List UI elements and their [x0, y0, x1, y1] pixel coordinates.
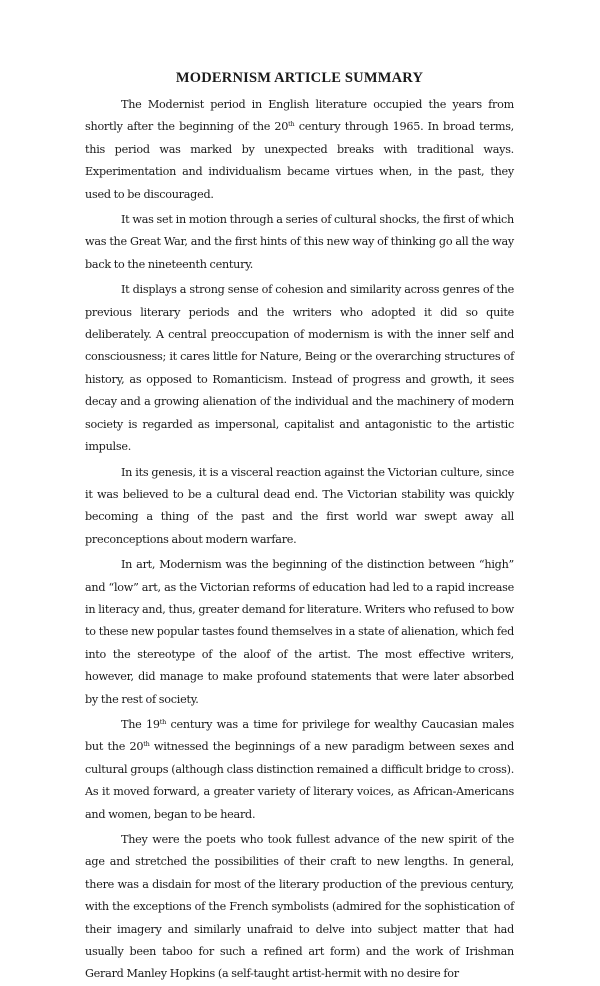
- paragraph-6: [85, 714, 514, 826]
- superscript: th: [143, 740, 150, 749]
- paragraph-text: The 19: [121, 717, 160, 731]
- superscript: th: [159, 717, 167, 726]
- superscript: th: [288, 120, 295, 129]
- paragraph-2: It was set in motion through a series of cultural shocks, the first of which was the Great War, and the first hints of this new way of thinking go all the way back to the nineteenth century.: [85, 213, 514, 271]
- paragraph-7: They were the poets who took fullest advance of the new spirit of the age and stretched the possibilities of their craft to new lengths. In general, there was a disdain for most of the literary production of the previous century, with the exceptions of the French symbolists (admired for the sophistication of their imagery and similarly unafraid to delve into subject matter that had usually been taboo for such a refined art form) and the work of Irishman Gerard Manley Hopkins (a self-taught artist-hermit with no desire for: [85, 833, 514, 981]
- paragraph-3: It displays a strong sense of cohesion and similarity across genres of the previous literary periods and the writers who adopted it did so quite deliberately. A central preoccupation of modernism is with the inner self and consciousness; it cares little for Nature, Being or the overarching structures of history, as opposed to Romanticism. Instead of progress and growth, it sees decay and a growing alienation of the individual and the machinery of modern society is regarded as impersonal, capitalist and antagonistic to the artistic impulse.: [85, 283, 514, 454]
- paragraph-text: century through 1965. In broad terms, this period was marked by unexpected breaks with traditional ways. Experimentation and individualism became virtues when, in the past, they used to be discouraged.: [85, 120, 514, 201]
- paragraph-text: century was a time for privilege for wealthy Caucasian males but the 20: [85, 717, 514, 754]
- paragraph-1: [85, 94, 514, 206]
- document-title: MODERNISM ARTICLE SUMMARY: [175, 70, 424, 86]
- paragraph-text: witnessed the beginnings of a new paradigm between sexes and cultural groups (although class distinction remained a difficult bridge to cross). As it moved forward, a greater variety of literary voices, as African-Americans and women, began to be heard.: [85, 740, 515, 821]
- paragraph-5: In art, Modernism was the beginning of the distinction between “high” and “low” art, as the Victorian reforms of education had led to a rapid increase in literacy and, thus, greater demand for literature. Writers who refused to bow to these new popular tastes found themselves in a state of alienation, which fed into the stereotype of the aloof of the artist. The most effective writers, however, did manage to make profound statements that were later absorbed by the rest of society.: [85, 558, 514, 706]
- paragraph-text: The Modernist period in English literature occupied the years from shortly after the beginning of the 20: [85, 98, 514, 134]
- paragraph-4: In its genesis, it is a visceral reaction against the Victorian culture, since it was believed to be a cultural dead end. The Victorian stability was quickly becoming a thing of the past and the first world war swept away all preconceptions about modern warfare.: [85, 465, 514, 546]
